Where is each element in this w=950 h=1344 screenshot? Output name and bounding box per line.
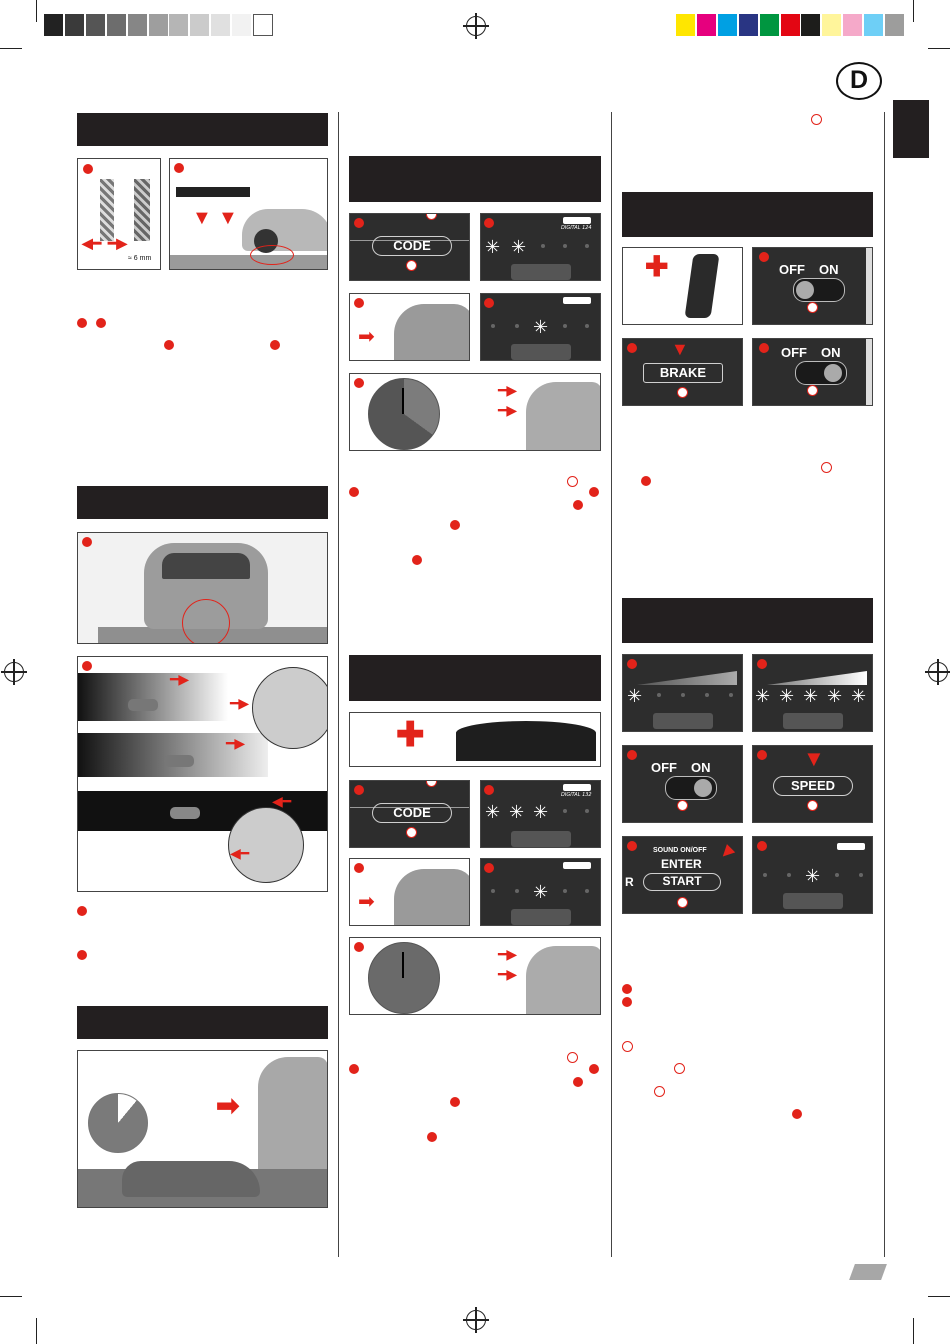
column-divider — [884, 112, 885, 1257]
color-swatch — [760, 14, 780, 36]
car-illustration — [164, 755, 194, 767]
arrow-icon: ━▶ — [498, 946, 518, 962]
figure-control-unit-4: ✳ — [480, 858, 601, 926]
speed-button[interactable]: SPEED — [773, 776, 853, 796]
figure-guide-keel — [169, 158, 328, 270]
column-divider — [338, 112, 339, 1257]
grayscale-swatch — [44, 14, 64, 36]
color-swatch — [864, 14, 884, 36]
on-off-toggle[interactable] — [793, 278, 845, 302]
width-label: ≈ 6 mm — [128, 255, 152, 262]
crop-mark — [0, 1296, 22, 1297]
figure-throttle — [77, 1050, 328, 1208]
color-swatch — [801, 14, 821, 36]
section-header-bar — [622, 598, 873, 643]
registration-mark-bottom — [466, 1310, 486, 1330]
controller-zoom-circle — [252, 667, 328, 749]
clock-icon — [368, 942, 440, 1014]
figure-switch-1: OFF ON — [752, 247, 873, 325]
start-button[interactable]: START — [643, 873, 721, 891]
crop-mark — [36, 1318, 37, 1344]
color-swatch — [822, 14, 842, 36]
color-calibration-strip — [676, 0, 906, 40]
code-button[interactable]: CODE — [372, 236, 452, 256]
hand-controller — [526, 382, 601, 451]
grayscale-swatch — [128, 14, 148, 36]
crop-mark — [928, 48, 950, 49]
arrow-icon: ━▶ — [226, 735, 246, 751]
grayscale-swatch — [65, 14, 85, 36]
figure-start-button: SOUND ON/OFF ENTER R START ▼ — [622, 836, 743, 914]
color-swatch — [676, 14, 696, 36]
figure-controller-press-2 — [349, 858, 470, 926]
arrow-icon: ➡ — [216, 1090, 240, 1121]
grayscale-swatch — [169, 14, 189, 36]
registration-mark-top — [466, 16, 486, 36]
arrow-icon: ▼ — [218, 207, 238, 229]
figure-speed-levels-2: ✳ ✳ ✳ ✳ ✳ — [752, 654, 873, 732]
figure-braid-width — [77, 158, 161, 270]
arrow-icon: ◀━ — [82, 235, 102, 251]
figure-brake-button — [622, 338, 743, 406]
braid-illustration — [134, 179, 150, 241]
section-header-bar — [77, 1006, 328, 1039]
column-divider — [611, 112, 612, 1257]
arrow-icon: ▼ — [712, 837, 743, 867]
section-header-bar — [77, 113, 328, 146]
arrow-icon: ━▶ — [108, 235, 128, 251]
arrow-icon: ━▶ — [170, 671, 190, 687]
hand-controller — [394, 869, 470, 926]
color-swatch — [697, 14, 717, 36]
figure-code-button-1 — [349, 213, 470, 281]
arrow-icon: ▼ — [671, 339, 689, 359]
crop-mark — [913, 1318, 914, 1344]
figure-car-front — [77, 532, 328, 644]
section-header-bar — [77, 486, 328, 519]
grayscale-calibration-strip — [44, 0, 274, 40]
hand-controller — [258, 1057, 328, 1177]
grayscale-swatch — [86, 14, 106, 36]
section-header-bar — [622, 192, 873, 237]
grayscale-swatch — [190, 14, 210, 36]
chapter-side-tab — [893, 100, 929, 158]
registration-mark-left — [4, 662, 24, 682]
grayscale-swatch — [149, 14, 169, 36]
figure-speed-button — [752, 745, 873, 823]
arrow-icon: ━▶ — [498, 402, 518, 418]
figure-switch-2: OFF ON — [752, 338, 873, 406]
hand-controller — [526, 946, 601, 1015]
arrow-icon: ━▶ — [230, 695, 250, 711]
on-off-toggle[interactable] — [795, 361, 847, 385]
crop-mark — [36, 0, 37, 22]
grayscale-swatch — [253, 14, 273, 36]
color-swatch — [718, 14, 738, 36]
arrow-icon: ➡ — [358, 326, 375, 348]
figure-lane-change — [77, 656, 328, 892]
figure-control-unit-1: DIGITAL 124 ✳ ✳ — [480, 213, 601, 281]
figure-speed-levels-1: ✳ — [622, 654, 743, 732]
brake-button[interactable]: BRAKE — [643, 363, 723, 383]
grayscale-swatch — [107, 14, 127, 36]
registration-mark-right — [928, 662, 948, 682]
color-swatch — [781, 14, 801, 36]
arrow-icon: ◀━ — [272, 793, 292, 809]
language-badge-letter: D — [849, 66, 869, 94]
crop-mark — [913, 0, 914, 22]
car-illustration — [170, 807, 200, 819]
arrow-icon: ➡ — [358, 891, 375, 913]
figure-timer-1 — [349, 373, 601, 451]
figure-control-unit-5: ✳ — [752, 836, 873, 914]
highlight-ring — [182, 599, 230, 644]
figure-track-plus — [349, 712, 601, 767]
figure-switch-3: OFF ON — [622, 745, 743, 823]
highlight-ring — [250, 245, 294, 265]
section-header-bar — [349, 156, 601, 202]
figure-controller-press-1 — [349, 293, 470, 361]
grayscale-swatch — [211, 14, 231, 36]
car-illustration — [128, 699, 158, 711]
color-swatch — [843, 14, 863, 36]
figure-control-unit-3: DIGITAL 132 ✳ ✳ ✳ — [480, 780, 601, 848]
arrow-icon: ◀━ — [230, 845, 250, 861]
color-swatch — [885, 14, 905, 36]
braid-illustration — [100, 179, 114, 241]
hand-controller — [685, 254, 720, 318]
track-illustration — [456, 721, 596, 761]
plus-icon: ✚ — [396, 716, 425, 754]
figure-control-unit-2: ✳ — [480, 293, 601, 361]
arrow-icon: ▼ — [192, 207, 212, 229]
figure-code-button-2 — [349, 780, 470, 848]
hand-controller — [394, 304, 470, 361]
code-button[interactable]: CODE — [372, 803, 452, 823]
language-badge — [836, 62, 882, 100]
on-off-toggle[interactable] — [665, 776, 717, 800]
color-swatch — [739, 14, 759, 36]
clock-icon — [368, 378, 440, 450]
car-illustration — [122, 1161, 260, 1197]
grayscale-swatch — [232, 14, 252, 36]
figure-timer-2 — [349, 937, 601, 1015]
arrow-icon: ▼ — [803, 746, 825, 771]
arrow-icon: ━▶ — [498, 966, 518, 982]
crop-mark — [0, 48, 22, 49]
section-header-bar — [349, 655, 601, 701]
figure-brake-controller — [622, 247, 743, 325]
crop-mark — [928, 1296, 950, 1297]
arrow-icon: ━▶ — [498, 382, 518, 398]
plus-icon: ✚ — [645, 251, 669, 282]
page-number-tab — [849, 1264, 887, 1280]
pie-indicator — [88, 1093, 148, 1153]
